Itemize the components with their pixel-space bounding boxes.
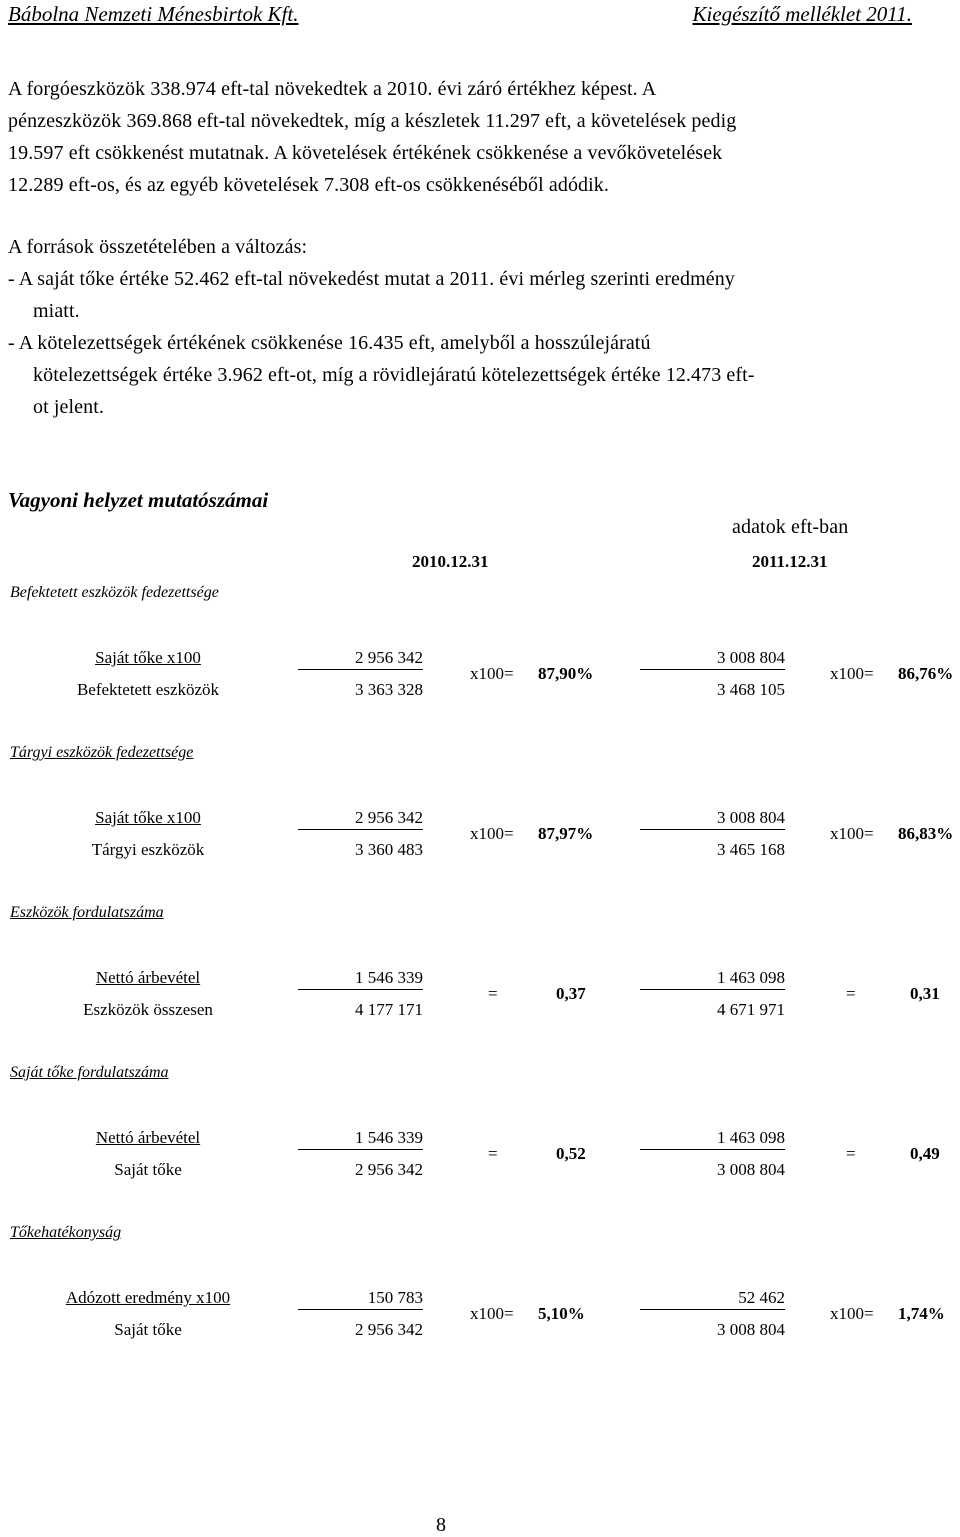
header-document-title: Kiegészítő melléklet 2011. — [692, 2, 912, 26]
ratio-numerator-2010: 1 546 339 — [355, 968, 423, 987]
ratio-denominator-label: Befektetett eszközök — [76, 680, 220, 699]
ratio-numerator-2011: 1 463 098 — [717, 968, 785, 987]
ratio-title: Tőkehatékonyság — [10, 1224, 122, 1241]
ratio-operator-2011: = — [846, 1144, 856, 1163]
ratio-operator-2010: = — [488, 1144, 498, 1163]
fraction-line-2010 — [298, 669, 423, 670]
ratio-numerator-2011: 3 008 804 — [717, 648, 785, 667]
ratio-denominator-2011: 3 468 105 — [717, 680, 785, 699]
column-header-2011: 2011.12.31 — [752, 552, 828, 571]
ratio-denominator-label: Saját tőke — [114, 1160, 182, 1179]
fraction-line-2011 — [640, 669, 785, 670]
ratio-result-2011: 1,74% — [898, 1304, 945, 1323]
ratio-numerator-label: Saját tőke x100 — [95, 648, 201, 667]
ratio-numerator-2011: 52 462 — [738, 1288, 785, 1307]
ratio-result-2010: 87,97% — [538, 824, 594, 843]
sources-line: - A saját tőke értéke 52.462 eft-tal növekedést mutat a 2011. évi mérleg szerinti eredmény — [8, 268, 735, 290]
fraction-line-2011 — [640, 989, 785, 990]
ratio-denominator-label: Tárgyi eszközök — [91, 840, 205, 859]
intro-line: A forgóeszközök 338.974 eft-tal növekedtek a 2010. évi záró értékhez képest. A — [8, 78, 657, 100]
intro-line: 12.289 eft-os, és az egyéb követelések 7.308 eft-os csökkenéséből adódik. — [8, 174, 610, 196]
ratio-result-2010: 5,10% — [538, 1304, 585, 1323]
column-header-2010: 2010.12.31 — [412, 552, 489, 571]
ratio-denominator-2011: 3 008 804 — [717, 1160, 785, 1179]
ratio-operator-2011: = — [846, 984, 856, 1003]
ratio-result-2010: 0,52 — [556, 1144, 586, 1163]
ratio-numerator-label: Saját tőke x100 — [95, 808, 201, 827]
ratio-denominator-2011: 4 671 971 — [717, 1000, 785, 1019]
ratio-operator-2011: x100= — [830, 664, 874, 683]
fraction-line-2010 — [298, 1149, 423, 1150]
ratio-operator-2010: x100= — [470, 824, 514, 843]
ratio-numerator-2011: 1 463 098 — [717, 1128, 785, 1147]
ratio-title: Saját tőke fordulatszáma — [10, 1064, 169, 1081]
ratio-numerator-2011: 3 008 804 — [717, 808, 785, 827]
ratio-numerator-label: Nettó árbevétel — [95, 968, 201, 987]
ratio-numerator-label: Adózott eredmény x100 — [65, 1288, 231, 1307]
ratio-result-2011: 86,83% — [898, 824, 954, 843]
ratio-result-2010: 0,37 — [556, 984, 586, 1003]
ratio-numerator-2010: 1 546 339 — [355, 1128, 423, 1147]
ratio-numerator-2010: 2 956 342 — [355, 808, 423, 827]
ratio-denominator-2011: 3 465 168 — [717, 840, 785, 859]
fraction-line-2011 — [640, 1149, 785, 1150]
ratio-operator-2010: x100= — [470, 1304, 514, 1323]
ratio-denominator-label: Saját tőke — [114, 1320, 182, 1339]
sources-line: kötelezettségek értéke 3.962 eft-ot, míg a rövidlejáratú kötelezettségek értéke 12.473 eft- — [33, 364, 755, 386]
ratio-operator-2011: x100= — [830, 1304, 874, 1323]
ratio-denominator-label: Eszközök összesen — [83, 1000, 213, 1019]
ratio-denominator-2010: 3 363 328 — [355, 680, 423, 699]
ratio-denominator-2010: 4 177 171 — [355, 1000, 423, 1019]
ratio-operator-2010: = — [488, 984, 498, 1003]
ratio-denominator-2011: 3 008 804 — [717, 1320, 785, 1339]
sources-line: miatt. — [33, 300, 80, 322]
sources-line: - A kötelezettségek értékének csökkenése 16.435 eft, amelyből a hosszúlejáratú — [8, 332, 651, 354]
ratio-denominator-2010: 2 956 342 — [355, 1320, 423, 1339]
ratio-result-2010: 87,90% — [538, 664, 594, 683]
sources-line: ot jelent. — [33, 396, 104, 418]
section-title: Vagyoni helyzet mutatószámai — [8, 488, 269, 512]
page-number: 8 — [436, 1514, 447, 1536]
fraction-line-2011 — [640, 1309, 785, 1310]
ratio-title: Eszközök fordulatszáma — [10, 904, 164, 921]
unit-note: adatok eft-ban — [732, 516, 849, 538]
ratio-numerator-2010: 150 783 — [367, 1288, 423, 1307]
ratio-denominator-2010: 3 360 483 — [355, 840, 423, 859]
intro-line: pénzeszközök 369.868 eft-tal növekedtek, míg a készletek 11.297 eft, a követelések pedig — [8, 110, 737, 132]
ratio-title: Befektetett eszközök fedezettsége — [10, 584, 219, 601]
fraction-line-2010 — [298, 1309, 423, 1310]
ratio-result-2011: 0,31 — [910, 984, 940, 1003]
ratio-title: Tárgyi eszközök fedezettsége — [10, 744, 194, 761]
ratio-numerator-2010: 2 956 342 — [355, 648, 423, 667]
header-company: Bábolna Nemzeti Ménesbirtok Kft. — [8, 2, 299, 26]
ratio-numerator-label: Nettó árbevétel — [95, 1128, 201, 1147]
ratio-result-2011: 86,76% — [898, 664, 954, 683]
sources-title: A források összetételében a változás: — [8, 236, 308, 258]
ratio-operator-2011: x100= — [830, 824, 874, 843]
ratio-operator-2010: x100= — [470, 664, 514, 683]
ratio-denominator-2010: 2 956 342 — [355, 1160, 423, 1179]
fraction-line-2010 — [298, 989, 423, 990]
intro-line: 19.597 eft csökkenést mutatnak. A követelések értékének csökkenése a vevőkövetelések — [8, 142, 723, 164]
ratio-result-2011: 0,49 — [910, 1144, 940, 1163]
fraction-line-2010 — [298, 829, 423, 830]
fraction-line-2011 — [640, 829, 785, 830]
